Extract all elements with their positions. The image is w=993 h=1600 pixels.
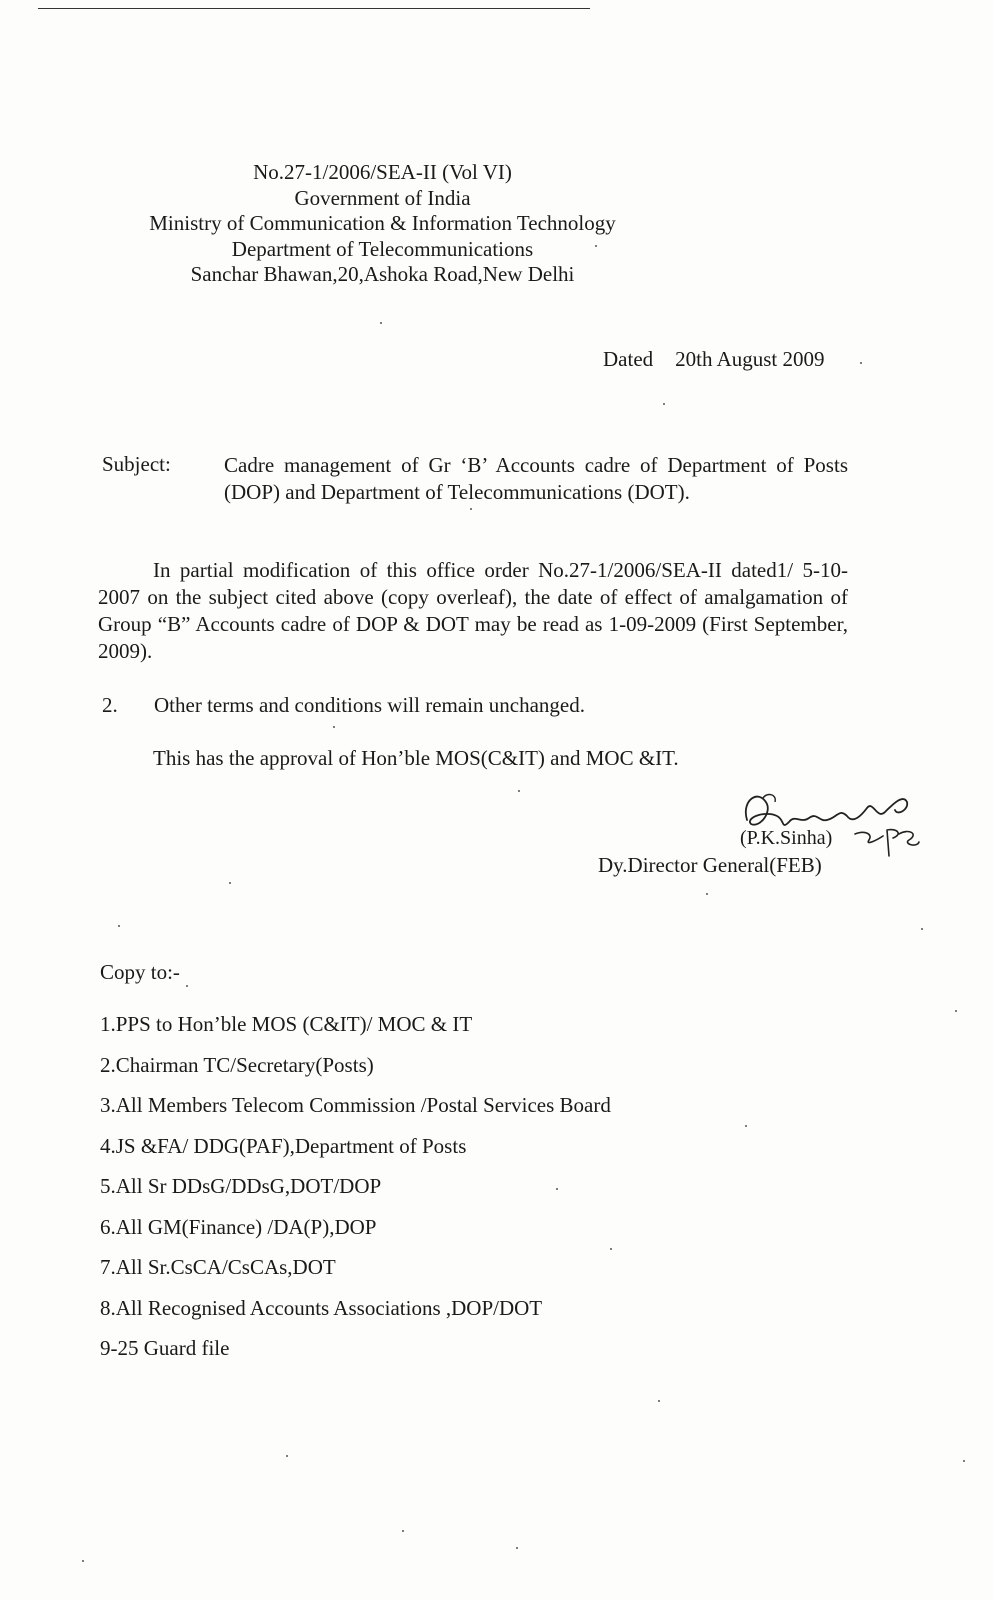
list-item: 9-25 Guard file bbox=[100, 1336, 230, 1360]
subject-label: Subject: bbox=[102, 452, 171, 476]
date-value: 20th August 2009 bbox=[675, 347, 825, 371]
signatory-designation: Dy.Director General(FEB) bbox=[598, 853, 822, 877]
list-item: 1.PPS to Hon’ble MOS (C&IT)/ MOC & IT bbox=[100, 1012, 473, 1036]
body-paragraph-2 bbox=[102, 693, 585, 718]
copy-to-list bbox=[100, 1012, 611, 1377]
paragraph-2-text: Other terms and conditions will remain unchanged. bbox=[154, 693, 585, 717]
subject-text: Cadre management of Gr ‘B’ Accounts cadre of Department of Posts (DOP) and Department of Telecommunications (DOT). bbox=[224, 453, 848, 504]
list-item: 4.JS &FA/ DDG(PAF),Department of Posts bbox=[100, 1133, 467, 1158]
list-item: 8.All Recognised Accounts Associations ,DOP/DOT bbox=[100, 1295, 543, 1320]
letter-header bbox=[0, 160, 765, 288]
department-line: Department of Telecommunications bbox=[231, 236, 534, 261]
signatory-name: (P.K.Sinha) bbox=[740, 827, 833, 849]
address-line: Sanchar Bhawan,20,Ashoka Road,New Delhi bbox=[190, 262, 575, 286]
list-item: 5.All Sr DDsG/DDsG,DOT/DOP bbox=[100, 1174, 382, 1198]
body-paragraph-3: This has the approval of Hon’ble MOS(C&IT) and MOC &IT. bbox=[153, 746, 679, 770]
dated-label: Dated bbox=[603, 347, 654, 371]
list-item: 6.All GM(Finance) /DA(P),DOP bbox=[100, 1214, 377, 1239]
top-rule bbox=[38, 8, 590, 9]
paragraph-number: 2. bbox=[102, 693, 118, 717]
ministry-line: Ministry of Communication & Information Technology bbox=[149, 211, 616, 235]
date-line bbox=[603, 347, 825, 372]
reference-number: No.27-1/2006/SEA-II (Vol VI) bbox=[253, 160, 512, 184]
list-item: 2.Chairman TC/Secretary(Posts) bbox=[100, 1052, 374, 1077]
government-line: Government of India bbox=[294, 185, 471, 210]
body-paragraph-1: In partial modification of this office order No.27-1/2006/SEA-II dated1/ 5-10-2007 on the subject cited above (copy overleaf), the date of effect of amalgamation of Group “B” Accounts cadre of DOP & DOT may be read as 1-09-2009 (First September, 2009). bbox=[98, 558, 848, 663]
list-item: 3.All Members Telecom Commission /Postal Services Board bbox=[100, 1093, 611, 1117]
copy-to-heading: Copy to:- bbox=[100, 960, 180, 984]
list-item: 7.All Sr.CsCA/CsCAs,DOT bbox=[100, 1255, 336, 1279]
